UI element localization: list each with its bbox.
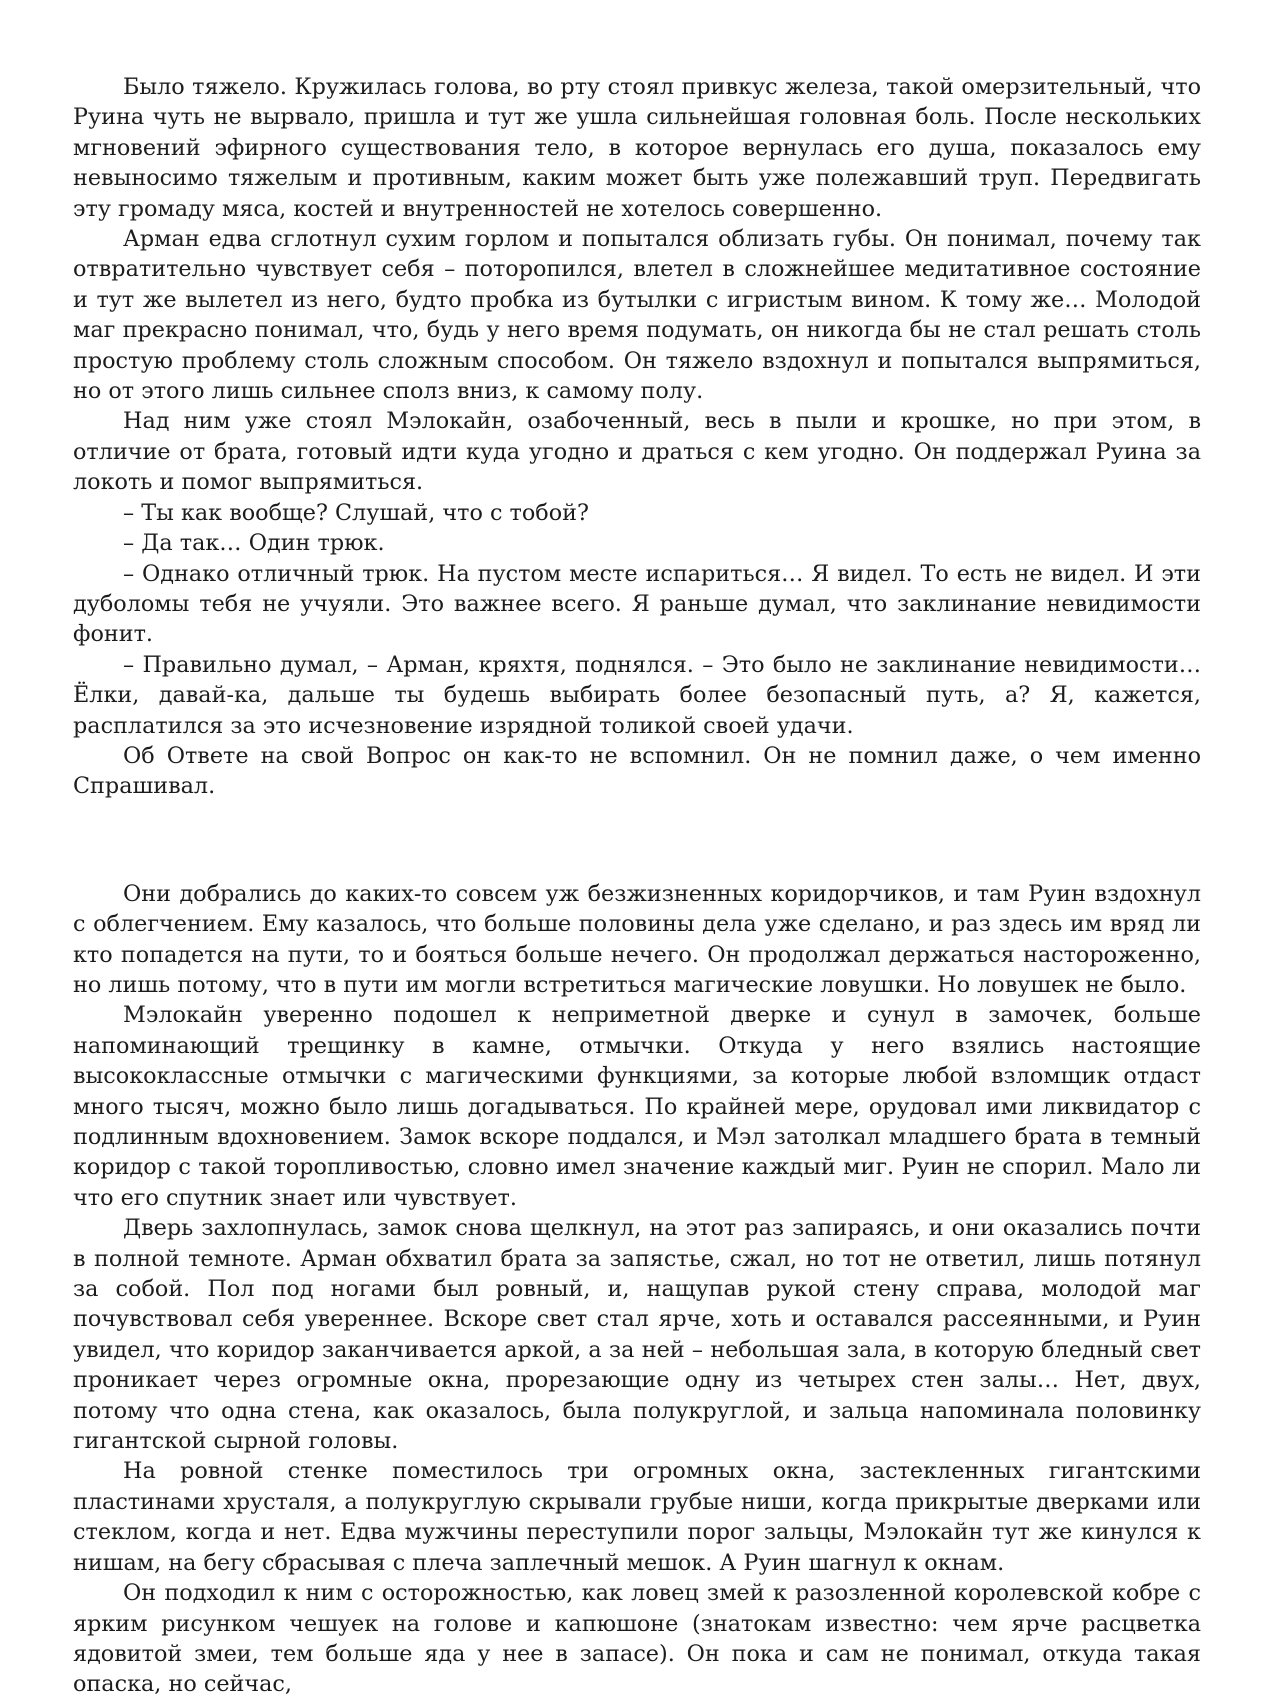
paragraph: Он подходил к ним с осторожностью, как ловец змей к разозленной королевской кобре с ярким рисунком чешуек на голове и капюшоне (знатокам известно: чем ярче расцветка ядовитой змеи, тем больше яда у нее в запасе). Он пока и сам не понимал, откуда такая опаска, но сейчас, [73, 1580, 1201, 1698]
dialogue-line: – Да так… Один трюк. [123, 530, 385, 557]
dialogue-line: – Однако отличный трюк. На пустом месте испариться… Я видел. То есть не видел. И эти дуболомы тебя не учуяли. Это важнее всего. Я раньше думал, что заклинание невидимости фонит. [73, 560, 1201, 648]
paragraph: Арман едва сглотнул сухим горлом и попытался облизать губы. Он понимал, почему так отвратительно чувствует себя – поторопился, влетел в сложнейшее медитативное состояние и тут же вылетел из него, будто пробка из бутылки с игристым вином. К тому же… Молодой маг прекрасно понимал, что, будь у него время подумать, он никогда бы не стал решать столь простую проблему столь сложным способом. Он тяжело вздохнул и попытался выпрямиться, но от этого лишь сильнее сполз вниз, к самому полу. [73, 226, 1201, 405]
paragraph: Было тяжело. Кружилась голова, во рту стоял привкус железа, такой омерзительный, что Руина чуть не вырвало, пришла и тут же ушла сильнейшая головная боль. После нескольких мгновений эфирного существования тело, в которое вернулась его душа, показалось ему невыносимо тяжелым и противным, каким может быть уже полежавший труп. Передвигать эту громаду мяса, костей и внутренностей не хотелось совершенно. [73, 74, 1201, 222]
section-first [73, 72, 1201, 802]
paragraph: На ровной стенке поместилось три огромных окна, застекленных гигантскими пластинами хрусталя, а полукруглую скрывали грубые ниши, когда прикрытые дверками или стеклом, когда и нет. Едва мужчины переступили порог зальцы, Мэлокайн тут же кинулся к нишам, на бегу сбрасывая с плеча заплечный мешок. А Руин шагнул к окнам. [73, 1458, 1201, 1576]
dialogue-line: – Правильно думал, – Арман, кряхтя, поднялся. – Это было не заклинание невидимости… Ёлки, давай-ка, дальше ты будешь выбирать более безопасный путь, а? Я, кажется, расплатился за это исчезновение изрядной толикой своей удачи. [73, 651, 1201, 739]
paragraph: Они добрались до каких-то совсем уж безжизненных коридорчиков, и там Руин вздохнул с облегчением. Ему казалось, что больше половины дела уже сделано, и раз здесь им вряд ли кто попадется на пути, то и бояться больше нечего. Он продолжал держаться настороженно, но лишь потому, что в пути им могли встретиться магические ловушки. Но ловушек не было. [73, 880, 1201, 998]
section-break [73, 802, 1201, 879]
paragraph: Мэлокайн уверенно подошел к неприметной дверке и сунул в замочек, больше напоминающий трещинку в камне, отмычки. Откуда у него взялись настоящие высококлассные отмычки с магическими функциями, за которые любой взломщик отдаст много тысяч, можно было лишь догадываться. По крайней мере, орудовал ими ликвидатор с подлинным вдохновением. Замок вскоре поддался, и Мэл затолкал младшего брата в темный коридор с такой торопливостью, словно имел значение каждый миг. Руин не спорил. Мало ли что его спутник знает или чувствует. [73, 1002, 1201, 1211]
paragraph: Дверь захлопнулась, замок снова щелкнул, на этот раз запираясь, и они оказались почти в полной темноте. Арман обхватил брата за запястье, сжал, но тот не ответил, лишь потянул за собой. Пол под ногами был ровный, и, нащупав рукой стену справа, молодой маг почувствовал себя увереннее. Вскоре свет стал ярче, хоть и оставался рассеянными, и Руин увидел, что коридор заканчивается аркой, а за ней – небольшая зала, в которую бледный свет проникает через огромные окна, прорезающие одну из четырех стен залы… Нет, двух, потому что одна стена, как оказалось, была полукруглой, и зальца напоминала половинку гигантской сырной головы. [73, 1215, 1201, 1455]
paragraph: Над ним уже стоял Мэлокайн, озабоченный, весь в пыли и крошке, но при этом, в отличие от брата, готовый идти куда угодно и драться с кем угодно. Он поддержал Руина за локоть и помог выпрямиться. [73, 408, 1201, 496]
section-second [73, 879, 1201, 1700]
paragraph: Об Ответе на свой Вопрос он как-то не вспомнил. Он не помнил даже, о чем именно Спрашивал. [73, 742, 1201, 800]
document-page [73, 72, 1201, 1700]
dialogue-line: – Ты как вообще? Слушай, что с тобой? [123, 499, 589, 526]
